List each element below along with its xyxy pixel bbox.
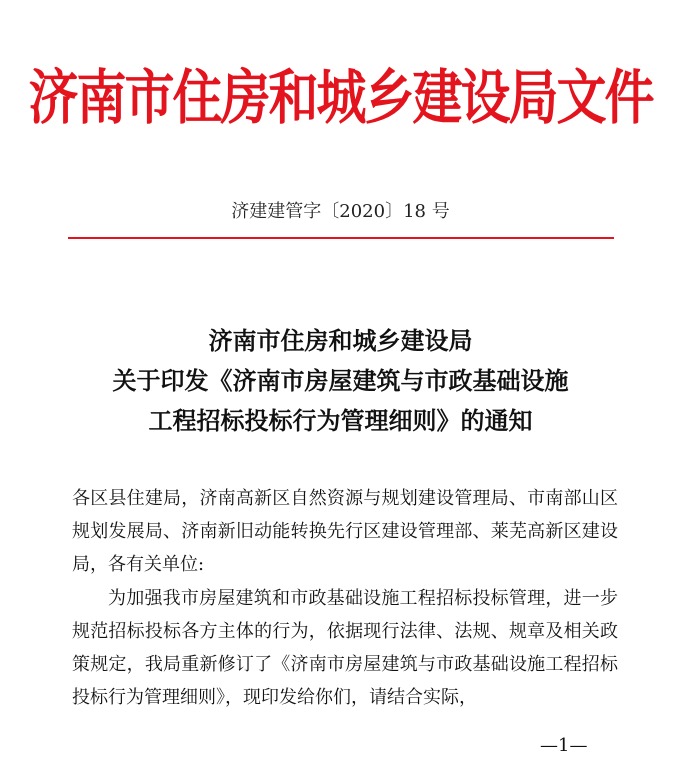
notice-title — [0, 321, 681, 441]
page-number: —1— — [540, 735, 588, 756]
document-number: 济建建管字〔2020〕18 号 — [231, 201, 450, 222]
notice-title-line: 关于印发《济南市房屋建筑与市政基础设施 — [112, 366, 569, 395]
addressees-paragraph: 各区县住建局，济南高新区自然资源与规划建设管理局、市南部山区规划发展局、济南新旧动能转换先行区建设管理部、莱芜高新区建设局，各有关单位: — [72, 488, 618, 575]
document-header-title: 济南市住房和城乡建设局文件 — [28, 63, 653, 133]
body-paragraph: 为加强我市房屋建筑和市政基础设施工程招标投标管理，进一步规范招标投标各方主体的行为，依据现行法律、法规、规章及相关政策规定，我局重新修订了《济南市房屋建筑与市政基础设施工程招标投标行为管理细则》，现印发给你们，请结合实际， — [72, 588, 618, 708]
notice-title-line: 济南市住房和城乡建设局 — [208, 326, 473, 355]
red-divider-line — [68, 237, 614, 239]
notice-title-line: 工程招标投标行为管理细则》的通知 — [148, 406, 533, 435]
